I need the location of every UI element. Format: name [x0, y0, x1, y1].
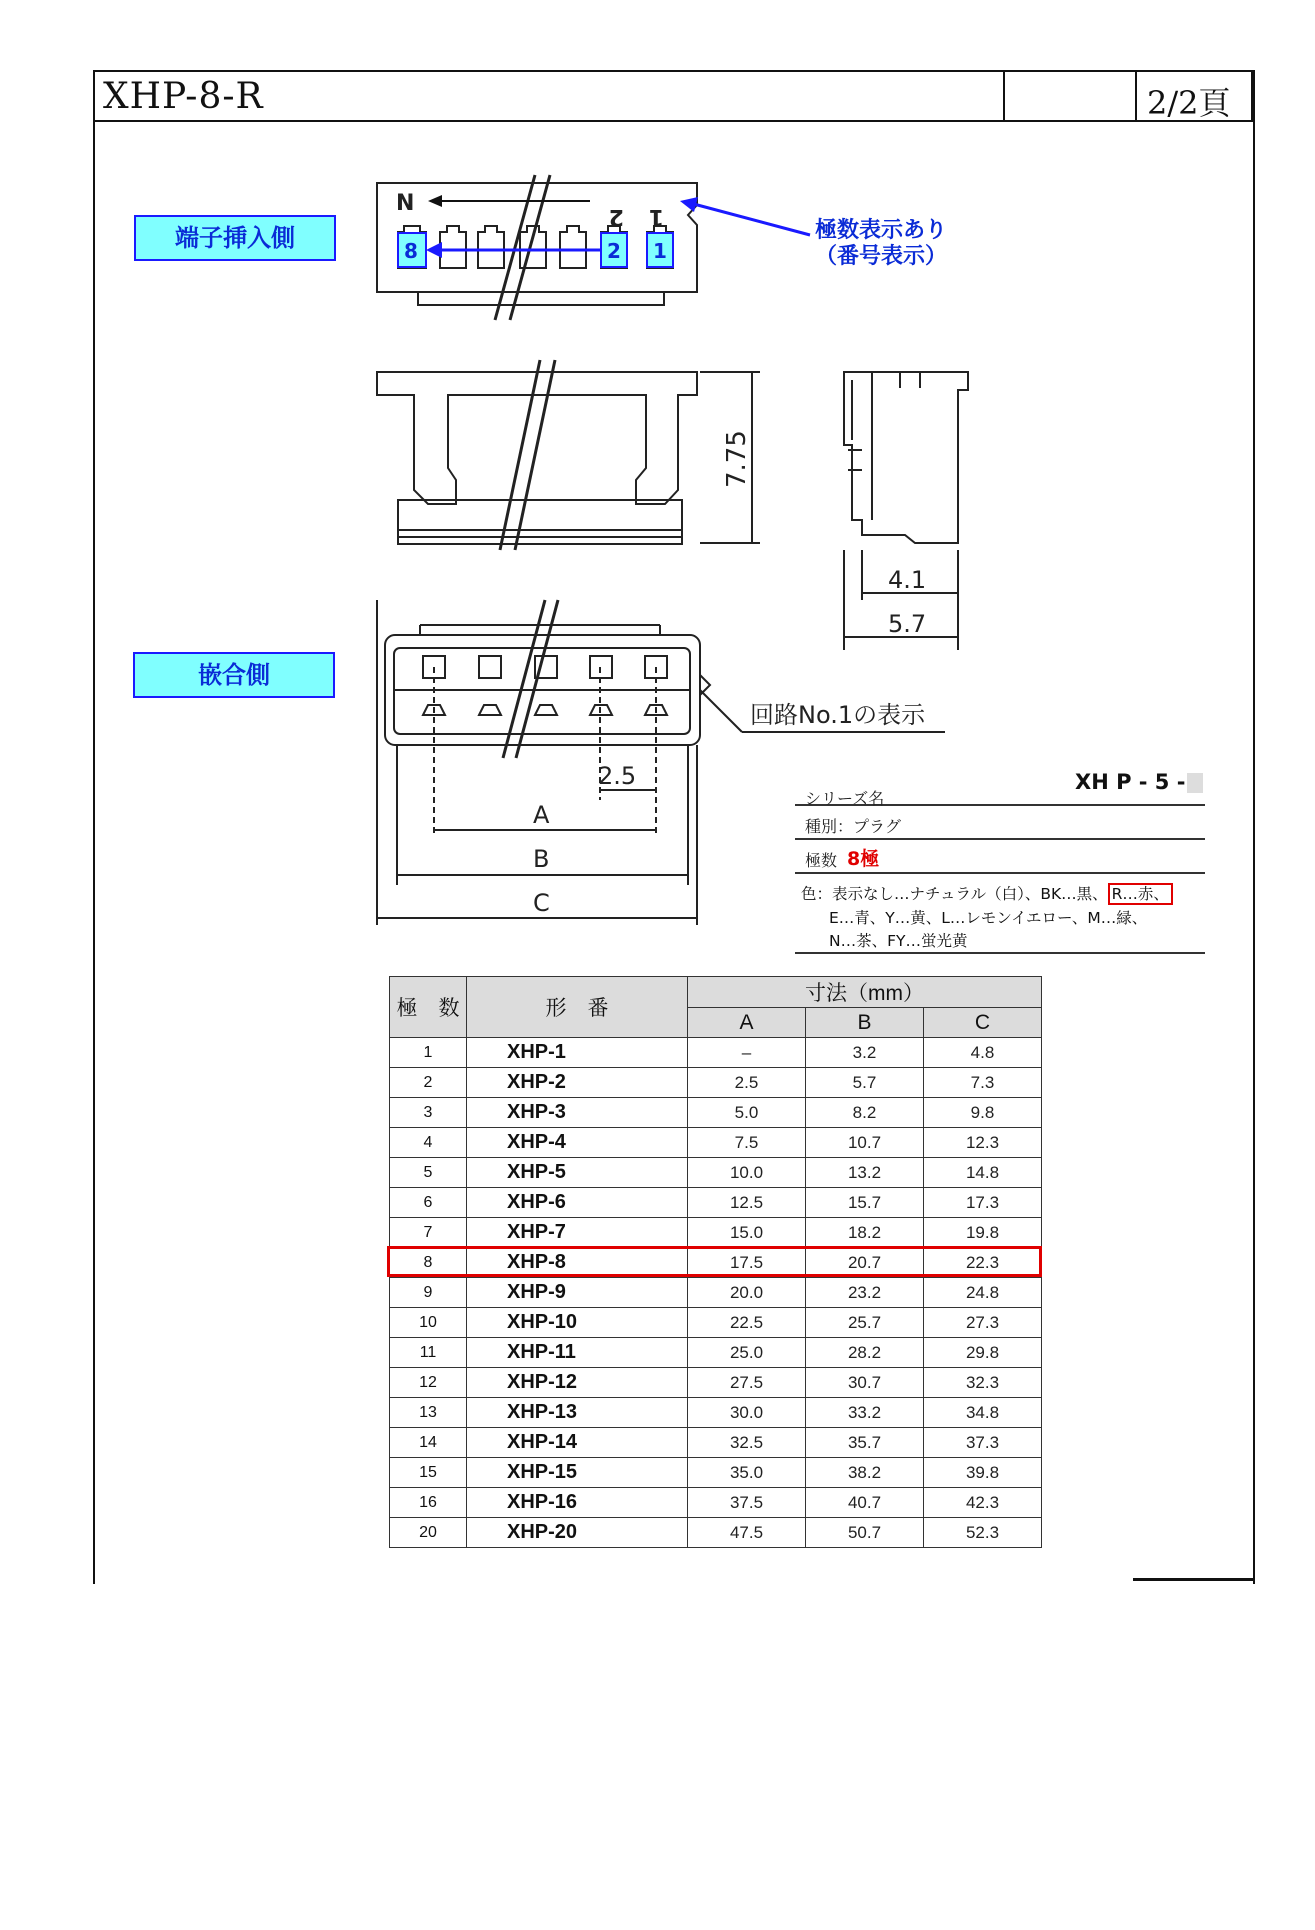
cell-a: 27.5	[688, 1368, 806, 1398]
cell-model: XHP-7	[467, 1218, 688, 1248]
cell-model: XHP-20	[467, 1518, 688, 1548]
cell-a: 35.0	[688, 1458, 806, 1488]
pole-display-note: 極数表示あり	[815, 218, 948, 243]
table-row	[390, 1158, 1042, 1188]
cell-c: 9.8	[924, 1098, 1042, 1128]
cell-poles: 20	[390, 1518, 467, 1548]
cell-a: 47.5	[688, 1518, 806, 1548]
header-poles: 極 数	[390, 977, 467, 1038]
table-body	[390, 1038, 1042, 1548]
cell-c: 17.3	[924, 1188, 1042, 1218]
dim-b: B	[533, 845, 550, 873]
table-row	[390, 1488, 1042, 1518]
type-label: 種別：プラグ	[805, 817, 902, 836]
table-row	[390, 1518, 1042, 1548]
header-model: 形 番	[467, 977, 688, 1038]
type-row	[795, 806, 1205, 840]
series-code: XH P - 5 -	[1075, 770, 1186, 794]
cell-model: XHP-13	[467, 1398, 688, 1428]
dim-a: A	[533, 801, 550, 829]
cell-model: XHP-3	[467, 1098, 688, 1128]
cell-a: –	[688, 1038, 806, 1068]
poles-value: 8極	[847, 848, 880, 870]
side-view	[844, 372, 968, 650]
cell-c: 34.8	[924, 1398, 1042, 1428]
cell-model: XHP-8	[467, 1248, 688, 1278]
table-row	[390, 1068, 1042, 1098]
cell-model: XHP-16	[467, 1488, 688, 1518]
table-row	[390, 1038, 1042, 1068]
cell-c: 32.3	[924, 1368, 1042, 1398]
cell-a: 25.0	[688, 1338, 806, 1368]
table-row	[390, 1458, 1042, 1488]
dim-775: 7.75	[722, 430, 752, 488]
cell-b: 30.7	[806, 1368, 924, 1398]
cell-b: 18.2	[806, 1218, 924, 1248]
color-placeholder	[1187, 773, 1203, 793]
page-number: 2/2頁	[1147, 84, 1231, 122]
cell-c: 42.3	[924, 1488, 1042, 1518]
cell-poles: 8	[390, 1248, 467, 1278]
cell-b: 25.7	[806, 1308, 924, 1338]
color-row	[795, 874, 1205, 954]
header-a: A	[688, 1008, 806, 1038]
label-8: 8	[404, 239, 418, 263]
color-r-highlight: R…赤、	[1108, 883, 1173, 905]
color-options: 色：表示なし…ナチュラル（白）、BK…黒、	[801, 885, 1108, 903]
cell-model: XHP-12	[467, 1368, 688, 1398]
cell-poles: 13	[390, 1398, 467, 1428]
cell-model: XHP-11	[467, 1338, 688, 1368]
cell-a: 22.5	[688, 1308, 806, 1338]
cell-model: XHP-15	[467, 1458, 688, 1488]
dim-c: C	[533, 889, 550, 917]
cell-c: 14.8	[924, 1158, 1042, 1188]
label-1: 1	[653, 239, 667, 263]
cell-model: XHP-6	[467, 1188, 688, 1218]
cell-b: 40.7	[806, 1488, 924, 1518]
cell-c: 24.8	[924, 1278, 1042, 1308]
dim-pitch: 2.5	[598, 762, 637, 790]
cell-b: 8.2	[806, 1098, 924, 1128]
cell-b: 23.2	[806, 1278, 924, 1308]
cell-c: 37.3	[924, 1428, 1042, 1458]
table-row	[390, 1428, 1042, 1458]
cell-poles: 15	[390, 1458, 467, 1488]
cell-c: 29.8	[924, 1338, 1042, 1368]
cell-c: 27.3	[924, 1308, 1042, 1338]
label-2-top: 2	[608, 204, 624, 229]
label-1-top: 1	[648, 204, 664, 229]
cell-poles: 12	[390, 1368, 467, 1398]
cell-a: 15.0	[688, 1218, 806, 1248]
cell-a: 32.5	[688, 1428, 806, 1458]
cell-b: 15.7	[806, 1188, 924, 1218]
poles-row	[795, 840, 1205, 874]
color-line-1	[801, 882, 1173, 904]
table-row	[390, 1098, 1042, 1128]
cell-b: 35.7	[806, 1428, 924, 1458]
cell-poles: 16	[390, 1488, 467, 1518]
cell-a: 37.5	[688, 1488, 806, 1518]
cell-poles: 9	[390, 1278, 467, 1308]
cell-model: XHP-10	[467, 1308, 688, 1338]
cell-a: 7.5	[688, 1128, 806, 1158]
label-n: N	[396, 191, 415, 216]
cell-b: 33.2	[806, 1398, 924, 1428]
cell-c: 39.8	[924, 1458, 1042, 1488]
cell-b: 10.7	[806, 1128, 924, 1158]
table-row	[390, 1218, 1042, 1248]
header-b: B	[806, 1008, 924, 1038]
insert-side-tag: 端子挿入側	[134, 215, 336, 261]
series-label: シリーズ名	[805, 789, 885, 808]
table-row	[390, 1128, 1042, 1158]
color-line-2: E…青、Y…黄、L…レモンイエロー、M…緑、	[829, 909, 1148, 927]
cell-model: XHP-1	[467, 1038, 688, 1068]
header-dims: 寸法（mm）	[688, 977, 1042, 1008]
cell-b: 13.2	[806, 1158, 924, 1188]
table-row	[390, 1338, 1042, 1368]
color-line-3: N…茶、FY…蛍光黄	[829, 932, 968, 950]
table-row	[390, 1188, 1042, 1218]
cell-b: 20.7	[806, 1248, 924, 1278]
cell-c: 22.3	[924, 1248, 1042, 1278]
cell-b: 28.2	[806, 1338, 924, 1368]
poles-label: 極数	[805, 851, 838, 870]
cell-model: XHP-5	[467, 1158, 688, 1188]
label-2: 2	[607, 239, 621, 263]
part-number-legend	[795, 770, 1205, 954]
table-row	[390, 1278, 1042, 1308]
cell-poles: 4	[390, 1128, 467, 1158]
cell-b: 50.7	[806, 1518, 924, 1548]
cell-b: 5.7	[806, 1068, 924, 1098]
mating-side-tag: 嵌合側	[133, 652, 335, 698]
dim-41: 4.1	[888, 566, 927, 594]
cell-c: 52.3	[924, 1518, 1042, 1548]
selected-row-highlight	[387, 1246, 1042, 1277]
cell-poles: 3	[390, 1098, 467, 1128]
cell-poles: 1	[390, 1038, 467, 1068]
cell-c: 12.3	[924, 1128, 1042, 1158]
table-row	[390, 1368, 1042, 1398]
doc-title: XHP-8-R	[103, 76, 264, 117]
cell-c: 4.8	[924, 1038, 1042, 1068]
cell-a: 30.0	[688, 1398, 806, 1428]
cell-poles: 2	[390, 1068, 467, 1098]
table-row	[390, 1398, 1042, 1428]
cell-model: XHP-2	[467, 1068, 688, 1098]
cell-b: 3.2	[806, 1038, 924, 1068]
cell-c: 19.8	[924, 1218, 1042, 1248]
cell-a: 10.0	[688, 1158, 806, 1188]
cell-poles: 6	[390, 1188, 467, 1218]
top-view	[377, 175, 697, 320]
front-view	[377, 360, 760, 550]
cell-poles: 11	[390, 1338, 467, 1368]
cell-poles: 10	[390, 1308, 467, 1338]
pole-display-note-2: （番号表示）	[815, 244, 948, 269]
cell-model: XHP-14	[467, 1428, 688, 1458]
cell-c: 7.3	[924, 1068, 1042, 1098]
cell-poles: 5	[390, 1158, 467, 1188]
cell-model: XHP-9	[467, 1278, 688, 1308]
cell-model: XHP-4	[467, 1128, 688, 1158]
cell-a: 17.5	[688, 1248, 806, 1278]
cell-poles: 14	[390, 1428, 467, 1458]
cell-poles: 7	[390, 1218, 467, 1248]
cell-a: 2.5	[688, 1068, 806, 1098]
cell-b: 38.2	[806, 1458, 924, 1488]
header-c: C	[924, 1008, 1042, 1038]
table-row	[390, 1308, 1042, 1338]
series-row	[795, 770, 1205, 806]
cell-a: 5.0	[688, 1098, 806, 1128]
cell-a: 12.5	[688, 1188, 806, 1218]
dim-57: 5.7	[888, 610, 927, 638]
circuit-no1-label: 回路No.1の表示	[750, 701, 926, 729]
cell-a: 20.0	[688, 1278, 806, 1308]
